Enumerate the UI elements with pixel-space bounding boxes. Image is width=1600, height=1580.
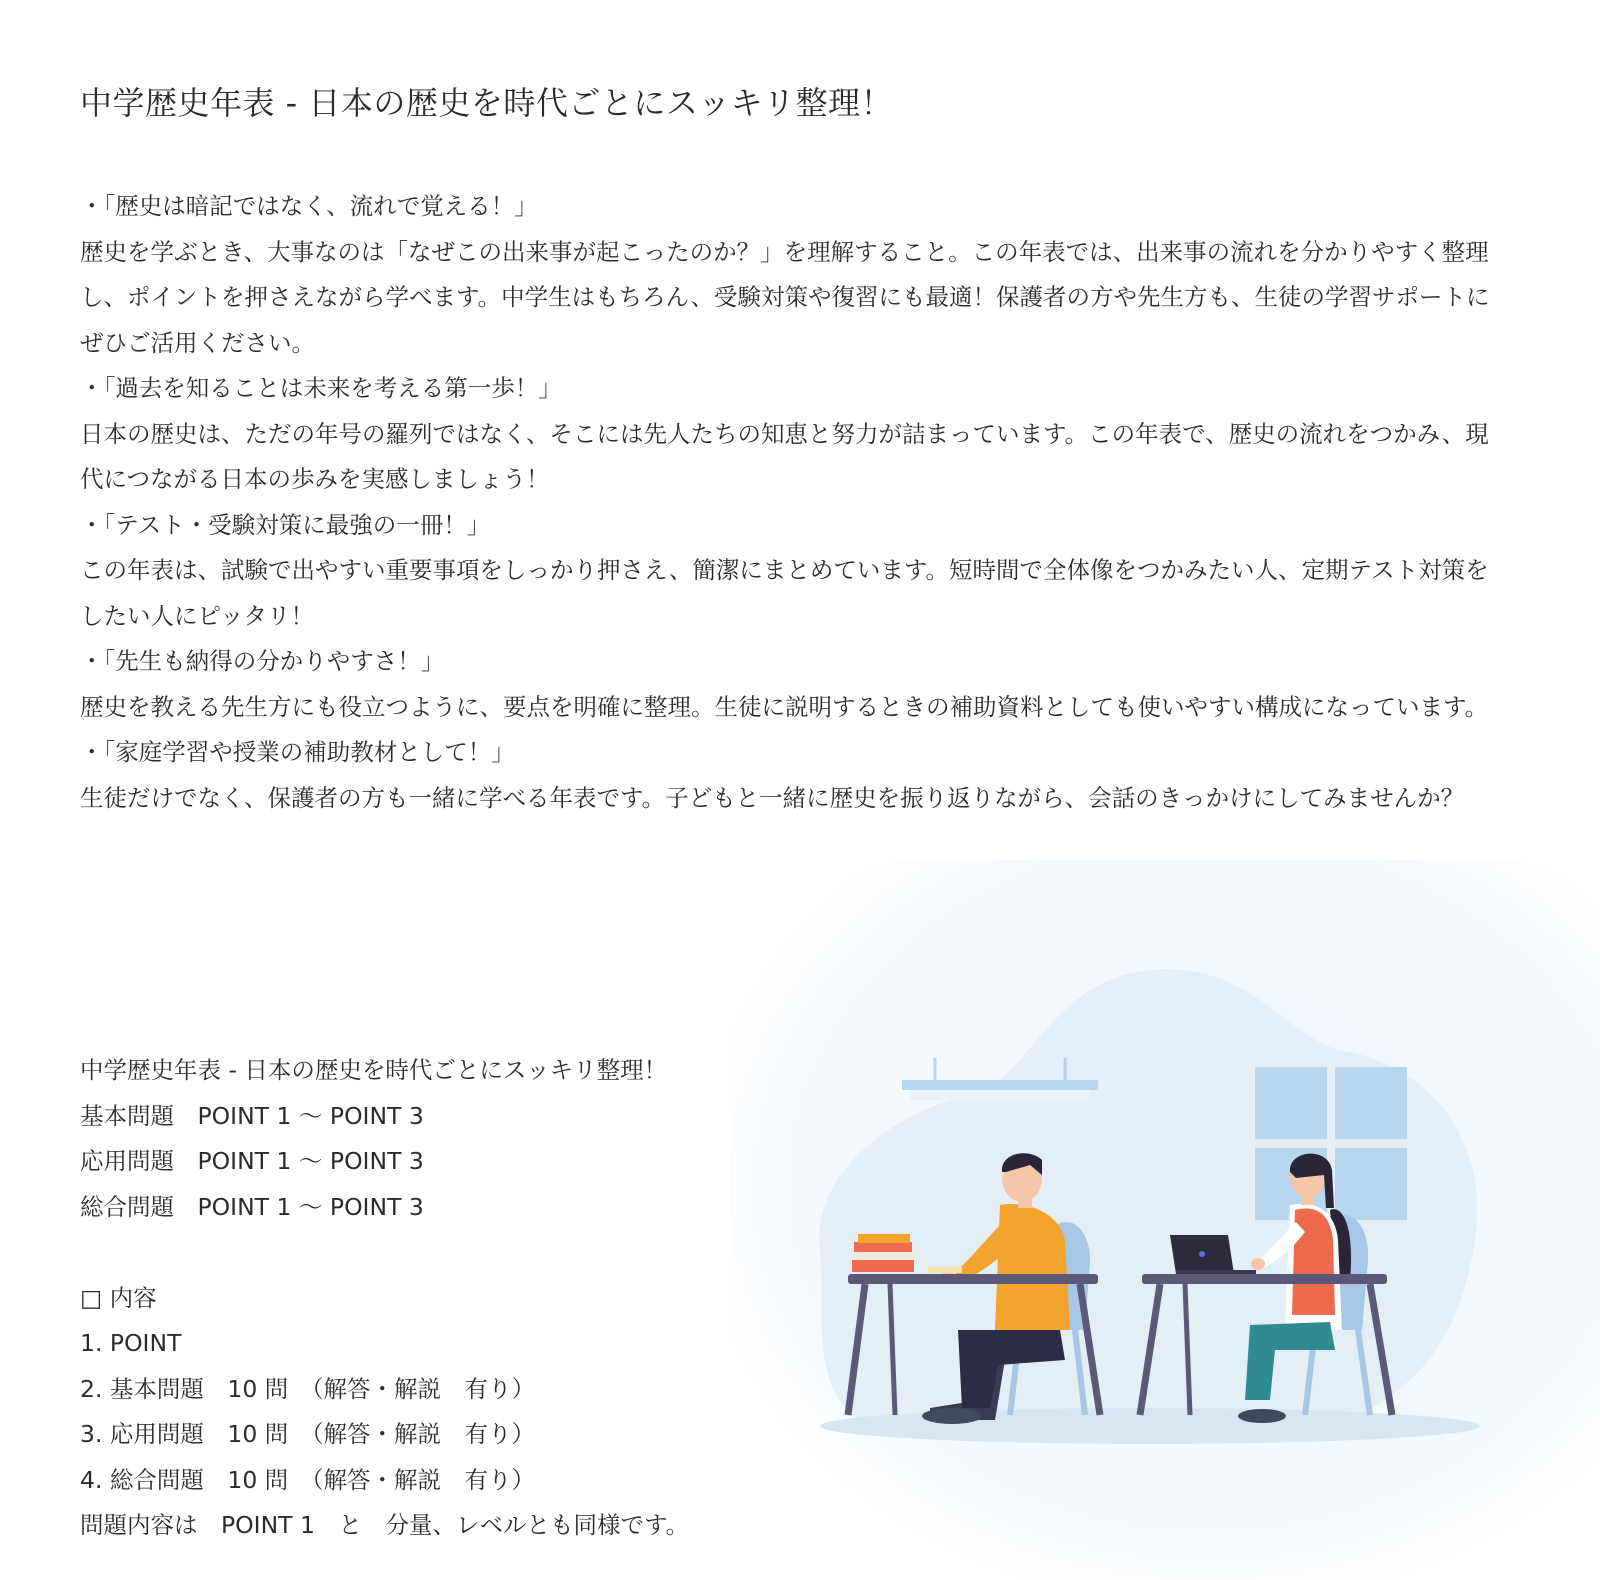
section-heading: ・「家庭学習や授業の補助教材として！」	[80, 738, 515, 766]
section-heading: ・「先生も納得の分かりやすさ！」	[80, 647, 445, 675]
summary-block	[80, 1048, 780, 1549]
level-item: 基本問題 POINT 1 〜 POINT 3	[80, 1101, 424, 1130]
intro-text	[80, 184, 1500, 821]
level-item: 応用問題 POINT 1 〜 POINT 3	[80, 1147, 424, 1175]
section-body: 日本の歴史は、ただの年号の羅列ではなく、そこには先人たちの知恵と努力が詰まっています。この年表で、歴史の流れをつかみ、現代につながる日本の歩みを実感しましょう！	[80, 419, 1489, 493]
spacer	[80, 1230, 780, 1276]
section-heading: ・「過去を知ることは未来を考える第一歩！」	[80, 374, 562, 402]
contents-heading: □ 内容	[80, 1283, 157, 1312]
contents-item: 4. 総合問題 10 問 （解答・解説 有り）	[80, 1465, 536, 1494]
summary-title: 中学歴史年表 - 日本の歴史を時代ごとにスッキリ整理！	[80, 1056, 668, 1084]
section-heading: ・「テスト・受験対策に最強の一冊！」	[80, 510, 491, 539]
floor-shadow	[820, 1408, 1480, 1444]
contents-item: 3. 応用問題 10 問 （解答・解説 有り）	[80, 1420, 536, 1448]
ceiling-lamp	[902, 1080, 1098, 1090]
section-body: 生徒だけでなく、保護者の方も一緒に学べる年表です。子どもと一緒に歴史を振り返りながら、会話のきっかけにしてみませんか？	[80, 783, 1465, 812]
section-body: 歴史を教える先生方にも役立つように、要点を明確に整理。生徒に説明するときの補助資料としても使いやすい構成になっています。	[80, 692, 1489, 721]
level-item: 総合問題 POINT 1 〜 POINT 3	[80, 1192, 424, 1221]
contents-item: 1. POINT	[80, 1329, 182, 1357]
contents-item: 2. 基本問題 10 問 （解答・解説 有り）	[80, 1374, 536, 1403]
contents-note: 問題内容は POINT 1 と 分量、レベルとも同様です。	[80, 1511, 690, 1539]
study-illustration	[730, 860, 1600, 1580]
page-title: 中学歴史年表 - 日本の歴史を時代ごとにスッキリ整理！	[80, 84, 894, 122]
section-body: 歴史を学ぶとき、大事なのは「なぜこの出来事が起こったのか？」を理解すること。この年表では、出来事の流れを分かりやすく整理し、ポイントを押さえながら学べます。中学生はもちろん、受験対策や復習にも最適！保護者の方や先生方も、生徒の学習サポートにぜひご活用ください。	[80, 237, 1490, 357]
section-heading: ・「歴史は暗記ではなく、流れで覚える！」	[80, 192, 538, 220]
section-body: この年表は、試験で出やすい重要事項をしっかり押さえ、簡潔にまとめています。短時間で全体像をつかみたい人、定期テスト対策をしたい人にピッタリ！	[80, 556, 1489, 630]
